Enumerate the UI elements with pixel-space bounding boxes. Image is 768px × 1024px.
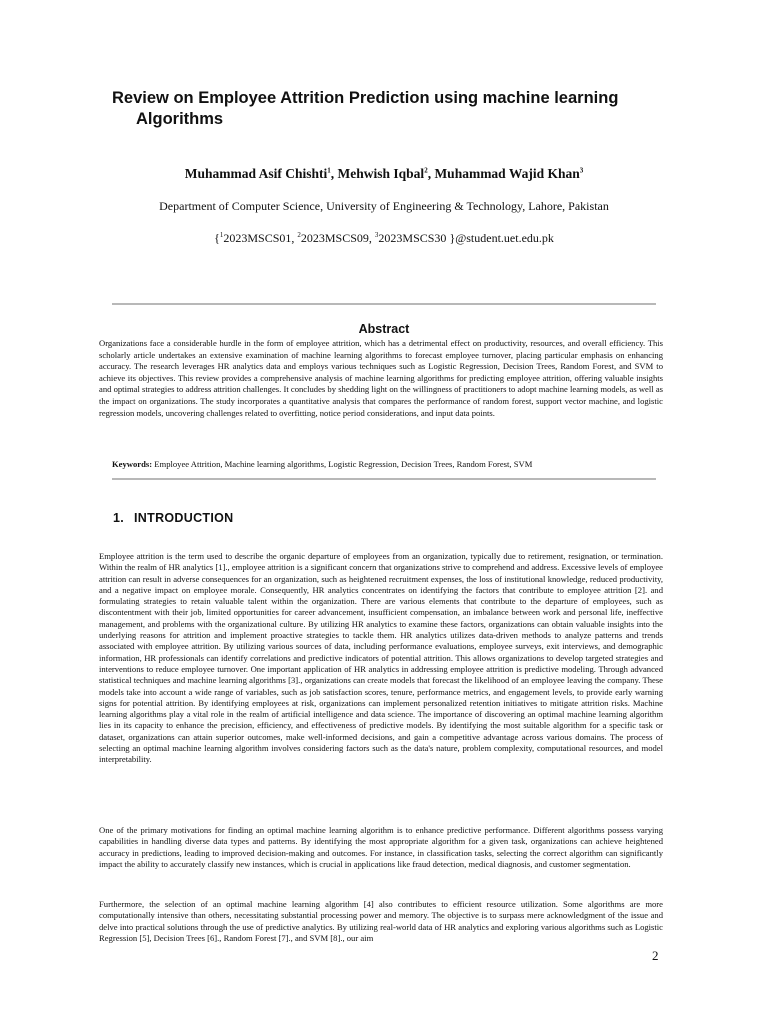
author-name: Mehwish Iqbal (337, 166, 425, 181)
author-emails (0, 231, 768, 246)
email-separator: , (368, 231, 375, 245)
affiliation: Department of Computer Science, University of Engineering & Technology, Lahore, Pakistan (159, 199, 609, 213)
section-number: 1. (113, 511, 125, 525)
section-heading (113, 511, 233, 525)
author-name: Muhammad Asif Chishti (184, 166, 328, 181)
email-mark: 2 (297, 231, 301, 239)
section-title: INTRODUCTION (134, 511, 234, 525)
author-name: Muhammad Wajid Khan (434, 166, 580, 181)
author-separator: , (427, 166, 435, 181)
email-mark: 1 (219, 231, 224, 239)
bottom-divider (112, 478, 656, 480)
paper-title (112, 88, 672, 130)
author-affiliation-mark: 2 (424, 166, 428, 175)
email-id: 2023MSCS09 (300, 231, 369, 245)
page-number: 2 (652, 948, 659, 963)
email-id: 2023MSCS30 (378, 231, 447, 245)
author-affiliation-mark: 1 (327, 166, 331, 175)
author-affiliation-mark: 3 (579, 166, 584, 175)
email-id: 2023MSCS01 (223, 231, 292, 245)
abstract-heading: Abstract (358, 322, 410, 336)
title-line-1: Review on Employee Attrition Prediction using machine learning (112, 89, 619, 107)
author-list (0, 166, 768, 182)
keywords-text: Employee Attrition, Machine learning algorithms, Logistic Regression, Decision Trees, Random Forest, SVM (152, 459, 533, 469)
email-mark: 3 (374, 231, 379, 239)
body-paragraph: Furthermore, the selection of an optimal machine learning algorithm [4] also contributes to efficient resource utilization. Some algorithms are more computationally intensive than others, necessitating substantial processing power and memory. The objective is to surpass mere acknowledgment of the issue and delve into practical solutions through the use of predictive analytics. By utilizing real-world data of HR analytics and exploring various algorithms such as Logistic Regression [5], Decision Trees [6]., Random Forest [7]., and SVM [8]., our aim (99, 899, 663, 943)
author-separator: , (330, 166, 338, 181)
title-line-2: Algorithms (136, 110, 224, 128)
body-paragraph: Employee attrition is the term used to describe the organic departure of employees from an organization, typically due to retirement, resignation, or termination. Within the realm of HR analytics [1]., employee attrition is a significant concern that organizations strive to comprehend and address. Excessive levels of employee attrition can result in adverse consequences for an organization, such as heightened recruitment expenses, the loss of institutional knowledge, reduced productivity, and a negative impact on employee morale. Consequently, HR analytics concentrates on identifying the factors that contribute to employee attrition [2]. and formulating strategies to retain valuable talent within the organization. There are various elements that contribute to the departure of employees, such as discontentment with their job, limited opportunities for career advancement, insufficient compensation, an imbalance between work and personal life, ineffective management, and problems with the organizational culture. By utilizing HR analytics to examine these factors, organizations can obtain valuable insights into the underlying reasons for attrition and implement proactive strategies to tackle them. HR analytics utilizes data-driven methods to analyze patterns and trends associated with employee attrition. By utilizing various sources of data, including performance evaluations, employee surveys, exit interviews, and demographic information, HR professionals can identify correlations and predictive indicators of potential attrition. This allows organizations to develop targeted strategies and interventions to reduce employee turnover. One important application of HR analytics in addressing employee attrition is predictive modeling. Through advanced statistical techniques and machine learning algorithms [3]., organizations can create models that forecast the likelihood of an employee leaving the company. These models take into account a wide range of variables, such as job satisfaction scores, tenure, performance metrics, and engagement levels, to provide early warning signs for potential attrition. By identifying employees at risk, organizations can implement personalized retention initiatives to mitigate attrition risks. Machine learning algorithms play a vital role in the realm of artificial intelligence and data science. The importance of discovering an optimal machine learning algorithm lies in its capacity to enhance the precision, efficiency, and effectiveness of predictive models. By identifying the most suitable algorithm for a specific task or dataset, organizations can attain superior outcomes, make well-informed decisions, and gain a competitive advantage across various domains. The process of selecting an optimal machine learning algorithm involves considering factors such as the data's nature, problem complexity, computational resources, and model interpretability. (99, 551, 663, 765)
email-domain: }@student.uet.edu.pk (449, 231, 554, 245)
keywords-line (112, 459, 662, 470)
body-paragraph: One of the primary motivations for finding an optimal machine learning algorithm is to enhance predictive performance. Different algorithms possess varying capabilities in handling diverse data types and patterns. By identifying the most appropriate algorithm for a given task, organizations can achieve heightened accuracy in predictions, leading to improved decision-making and outcomes. For instance, in classification tasks, selecting the correct algorithm can significantly impact the ability to accurately classify new instances, which is crucial in applications like fraud detection, medical diagnosis, and customer segmentation. (99, 825, 663, 869)
top-divider (112, 303, 656, 305)
abstract-text: Organizations face a considerable hurdle in the form of employee attrition, which has a detrimental effect on productivity, resources, and overall efficiency. This scholarly article undertakes an extensive examination of machine learning algorithms to forecast employee turnover, placing particular emphasis on enhancing accuracy. The research leverages HR analytics data and employs various techniques such as Logistic Regression, Decision Trees, Random Forest, and SVM to achieve its objectives. This review provides a comprehensive analysis of machine learning algorithms for predicting employee attrition, offering valuable insights and optimal strategies to address attrition challenges. It concludes by shedding light on the willingness of practitioners to adopt machine learning models, as well as the impact on organizations. The study incorporates a quantitative analysis that compares the performance of random forest, support vector machine, and logistic regression models, uncovering challenges related to overfitting, notice period considerations, and input data points. (99, 338, 663, 418)
email-open-brace: { (214, 231, 220, 245)
keywords-label: Keywords: (112, 459, 153, 469)
email-separator: , (291, 231, 298, 245)
